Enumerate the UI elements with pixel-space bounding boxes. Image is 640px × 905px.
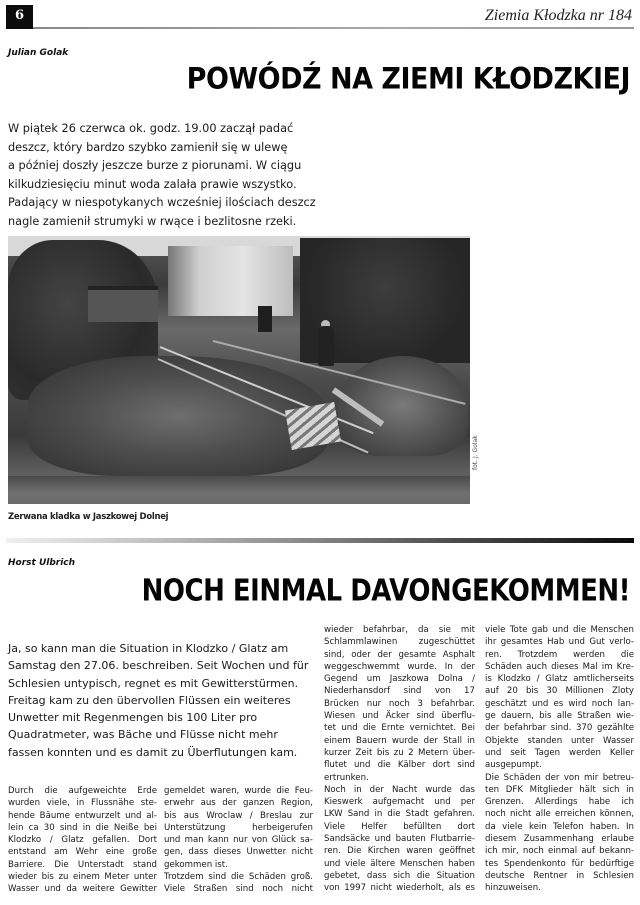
lead-line: kilkudziesięciu minut woda zalała prawie wszystko. [8,177,297,191]
text-line: Durch die aufgeweichte Erde [8,786,157,796]
lead-line: Padający w niespotykanych wcześniej ilościach deszcz [8,196,316,209]
text-line: lein ca 30 sind in die Neiße bei [8,822,157,833]
article2-column-3 [324,624,475,895]
article2-author: Horst Ulbrich [8,558,76,568]
journal-title: Ziemia Kłodzka nr 184 [484,7,632,24]
intro-line: Freitag kam zu den übervollen Flüssen ein weiteres [8,693,291,707]
text-line: Die Schäden der von mir betreu- [485,772,634,783]
article2-column-4 [485,624,634,895]
text-line: gekommen ist. [164,859,228,870]
text-line: geschätzt und es wird noch lan- [485,698,634,709]
article2-column-2 [164,785,313,896]
text-line: weggeschwemmt wurde. In der [324,661,475,672]
photo-caption: Zerwana kladka w Jaszkowej Dolnej [8,512,169,522]
intro-line: Samstag den 27.06. beschreiben. Seit Wochen und für [8,659,309,673]
text-line: Unterstützung herbeigerufen [164,822,313,833]
text-line: von 1997 nicht wiederholt, als es [324,883,475,894]
text-line: Barriere. Die Unterstadt stand [8,859,157,870]
text-line: deutsche Rentner in Schlesien [485,870,634,881]
text-line: Gegend um Jaszkowa Dolna / [324,674,475,685]
text-line: kurzer Zeit bis zu 2 Metern über- [324,747,475,758]
text-line: der befahrbar sind. 370 gezählte [485,723,634,734]
text-line: ten DFK Mitglieder hält sich in [485,784,634,795]
text-line: wieder bis zu einem Meter unter [8,872,157,883]
text-line: Brücken nur noch 3 befahrbar. [324,698,475,709]
text-line: gen, dass dieses Unwetter nicht [164,847,313,858]
lead-line: deszcz, który bardzo szybko zamienił się w ulewę [8,140,288,154]
text-line: ertrunken. [324,772,369,783]
text-line: tes Spendenkonto für bedürftige [485,858,634,869]
text-line: Viele Helfer befüllten dort [324,821,475,832]
text-line: hende Bäume entwurzelt und al- [8,810,157,821]
text-line: Schlammlawinen zugeschüttet [324,637,475,648]
text-line: und viele ältere Menschen haben [324,858,475,869]
text-line: Kieswerk aufgemacht und per [324,797,475,808]
article2-headline: NOCH EINMAL DAVONGEKOMMEN! [141,574,630,609]
text-line: da viele kein Telefon haben. In [485,821,634,832]
text-line: Niederhansdorf sind von 17 [324,686,475,697]
article2-column-1 [8,785,157,896]
intro-line: Unwetter mit Regenmengen bis 100 Liter pro [8,711,258,725]
article-divider [6,538,634,543]
text-line: ren. Die Kirchen waren geöffnet [324,846,475,857]
text-line: bis aus Wroclaw / Breslau zur [164,810,313,821]
article1-headline: POWÓDŹ NA ZIEMI KŁODZKIEJ [186,62,630,97]
text-line: erwehr aus der ganzen Region, [164,798,313,809]
text-line: ren. Trotzdem werden die [485,649,634,660]
text-line: und man kann nur von Glück sa- [164,835,313,846]
lead-line: a później doszły jeszcze burze z piorunami. W ciągu [8,159,302,172]
text-line: viele Tote gab und die Menschen [485,625,634,635]
text-line: Trotzdem sind die Schäden groß. [164,872,313,883]
text-line: ihr gesamtes Hab und Gut verlo- [485,637,634,648]
text-line: einem Bauern wurde der Stall in [324,735,475,746]
text-line: ich mir, noch einmal auf bekann- [485,846,634,857]
intro-line: fassen konnten und es damit zu Überflutungen kam. [8,745,298,759]
text-line: ge dauern, bis alle Straßen wie- [485,711,634,722]
text-line: diesem Zusammenhang erlaube [485,834,634,845]
text-line: tet und die Ernte vernichtet. Bei [324,723,475,734]
intro-line: Quadratmeter, was Bäche und Flüsse nicht mehr [8,728,278,742]
text-line: Viele Straßen sind noch nicht [164,884,313,895]
text-line: wieder befahrbar, da sie mit [324,625,475,635]
lead-line: W piątek 26 czerwca ok. godz. 19.00 zaczął padać [8,122,294,135]
header-rule-left [6,27,33,29]
text-line: hinzuweisen. [485,883,541,894]
text-line: sind, oder der gesamte Asphalt [324,649,475,660]
page-number: 6 [6,5,33,27]
text-line: Schäden auch dieses Mal im Kre- [485,661,634,672]
text-line: gemeldet waren, wurde die Feu- [164,786,313,796]
article1-lead [8,120,316,231]
article1-author: Julian Golak [8,48,69,58]
text-line: LKW Sand in die Stadt gefahren. [324,809,475,820]
text-line: flutet und die Kälber dort sind [324,760,475,771]
text-line: Objekte standen unter Wasser [485,735,634,746]
flood-photo [8,236,470,504]
header-rule [33,27,634,29]
text-line: ausgepumpt. [485,760,542,771]
text-line: Klodzko / Glatz gefallen. Dort [8,835,157,846]
text-line: Wiesen und Äcker sind überflu- [324,711,475,722]
text-line: Sandsäcke und bauten Flutbarrie- [324,834,475,845]
text-line: auf 20 bis 30 Millionen Zloty [485,686,634,697]
intro-line: Ja, so kann man die Situation in Klodzko / Glatz am [8,642,289,655]
text-line: entstand am Wehr eine große [8,847,157,858]
lead-line: nagle zamienił strumyki w rwące i bezlitosne rzeki. [8,214,297,228]
text-line: noch nicht alle erreichen können, [485,809,634,820]
text-line: is Klodzko / Glatz amtlicherseits [485,674,634,685]
text-line: wurden viele, in Flussnähe ste- [8,798,157,809]
photo-credit: fot. J. Golak [472,435,479,470]
article2-intro [8,640,308,761]
text-line: Wasser und da weitere Gewitter [8,884,157,895]
text-line: Grenzen. Allerdings habe ich [485,797,634,808]
text-line: und seit Tagen werden Keller [485,747,634,758]
text-line: Noch in der Nacht wurde das [324,784,475,795]
intro-line: Schlesien untypisch, regnet es mit Gewitterstürmen. [8,676,299,690]
text-line: gebetet, dass sich die Situation [324,870,475,881]
